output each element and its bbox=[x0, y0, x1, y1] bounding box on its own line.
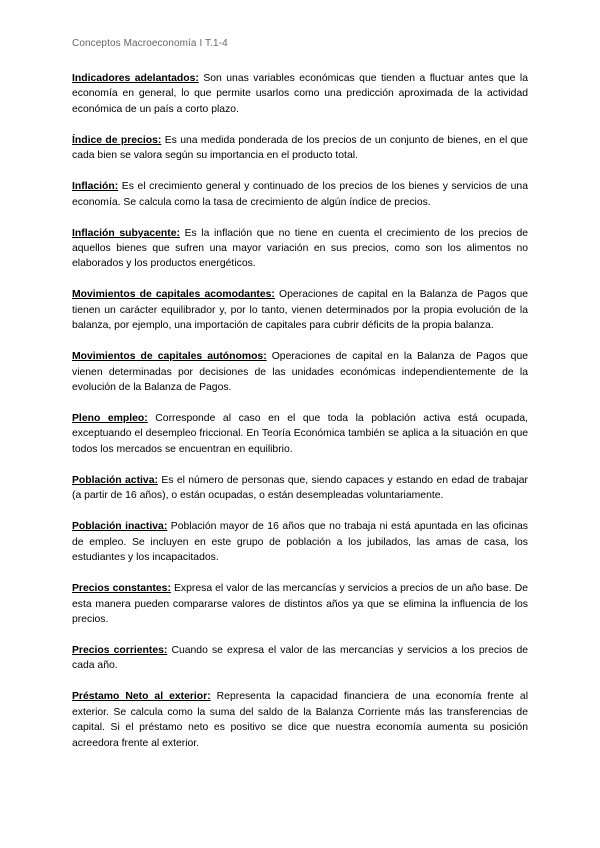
glossary-term: Precios corrientes: bbox=[72, 644, 168, 656]
glossary-definition: Es el número de personas que, siendo capaces y estando en edad de trabajar (a partir de 16 años), o están ocupadas, o están desempleadas voluntariamente. bbox=[72, 474, 529, 502]
glossary-term: Préstamo Neto al exterior: bbox=[72, 691, 211, 703]
glossary-entry bbox=[72, 179, 528, 210]
glossary-entry bbox=[72, 473, 528, 504]
glossary-definition: Representa la capacidad financiera de una economía frente al exterior. Se calcula como la suma del saldo de la Balanza Corriente más las transferencias de capital. Si el préstamo neto es positivo se dice que nuestra economía aumenta su posición acreedora frente al exterior. bbox=[72, 691, 529, 749]
glossary-entry bbox=[72, 71, 528, 117]
glossary-definition: Expresa el valor de las mercancías y servicios a precios de un año base. De esta manera pueden compararse valores de distintos años ya que se elimina la influencia de los precios. bbox=[72, 583, 529, 625]
glossary-definition: Son unas variables económicas que tienden a fluctuar antes que la economía en general, lo que permite usarlos como una predicción aproximada de la actividad económica de un país a corto plazo. bbox=[72, 73, 529, 115]
glossary-entry bbox=[72, 519, 528, 565]
glossary-term: Indicadores adelantados: bbox=[72, 73, 199, 84]
glossary-term: Precios constantes: bbox=[72, 583, 171, 595]
glossary-entry bbox=[72, 643, 528, 674]
glossary-term: Inflación subyacente: bbox=[72, 227, 180, 239]
glossary-entry bbox=[72, 349, 528, 395]
glossary-term: Pleno empleo: bbox=[72, 413, 148, 425]
glossary-entry bbox=[72, 581, 528, 627]
glossary-entry bbox=[72, 226, 528, 272]
glossary-definition: Operaciones de capital en la Balanza de Pagos que tienen un carácter equilibrador y, por lo tanto, vienen determinados por la propia evolución de la balanza, por ejemplo, una importación de capitales para cubrir déficits de la propia balanza. bbox=[72, 289, 529, 332]
glossary-term: Movimientos de capitales acomodantes: bbox=[72, 289, 275, 301]
glossary-list bbox=[72, 71, 528, 767]
glossary-definition: Es la inflación que no tiene en cuenta el crecimiento de los precios de aquellos bienes que sufren una mayor variación en sus precios, como son los alimentos no elaborados y los productos energéticos. bbox=[72, 227, 529, 270]
glossary-entry bbox=[72, 411, 528, 457]
glossary-term: Índice de precios: bbox=[72, 134, 162, 146]
glossary-definition: Corresponde al caso en el que toda la población activa está ocupada, exceptuando el desempleo friccional. En Teoría Económica también se aplica a la situación en que todos los mercados se encuentran en equilibrio. bbox=[72, 413, 528, 455]
glossary-entry bbox=[72, 287, 528, 333]
glossary-definition: Operaciones de capital en la Balanza de Pagos que vienen determinadas por decisiones de las unidades económicas independientemente de la evolución de la Balanza de Pagos. bbox=[72, 351, 529, 394]
glossary-term: Inflación: bbox=[72, 181, 119, 193]
glossary-definition: Cuando se expresa el valor de las mercancías y servicios a los precios de cada año. bbox=[72, 644, 529, 672]
glossary-definition: Población mayor de 16 años que no trabaja ni está apuntada en las oficinas de empleo. Se incluyen en este grupo de población a los jubilados, las amas de casa, los estudiantes y los incapacitados. bbox=[72, 521, 528, 564]
glossary-entry bbox=[72, 133, 528, 164]
glossary-term: Población inactiva: bbox=[72, 521, 168, 533]
glossary-term: Población activa: bbox=[72, 474, 158, 486]
glossary-definition: Es una medida ponderada de los precios de un conjunto de bienes, en el que cada bien se valora según su importancia en el producto total. bbox=[72, 134, 528, 162]
document-header: Conceptos Macroeconomía I T.1-4 bbox=[72, 38, 228, 49]
glossary-term: Movimientos de capitales autónomos: bbox=[72, 351, 267, 363]
glossary-definition: Es el crecimiento general y continuado de los precios de los bienes y servicios de una economía. Se calcula como la tasa de crecimiento de algún índice de precios. bbox=[72, 181, 528, 208]
glossary-entry bbox=[72, 689, 528, 751]
